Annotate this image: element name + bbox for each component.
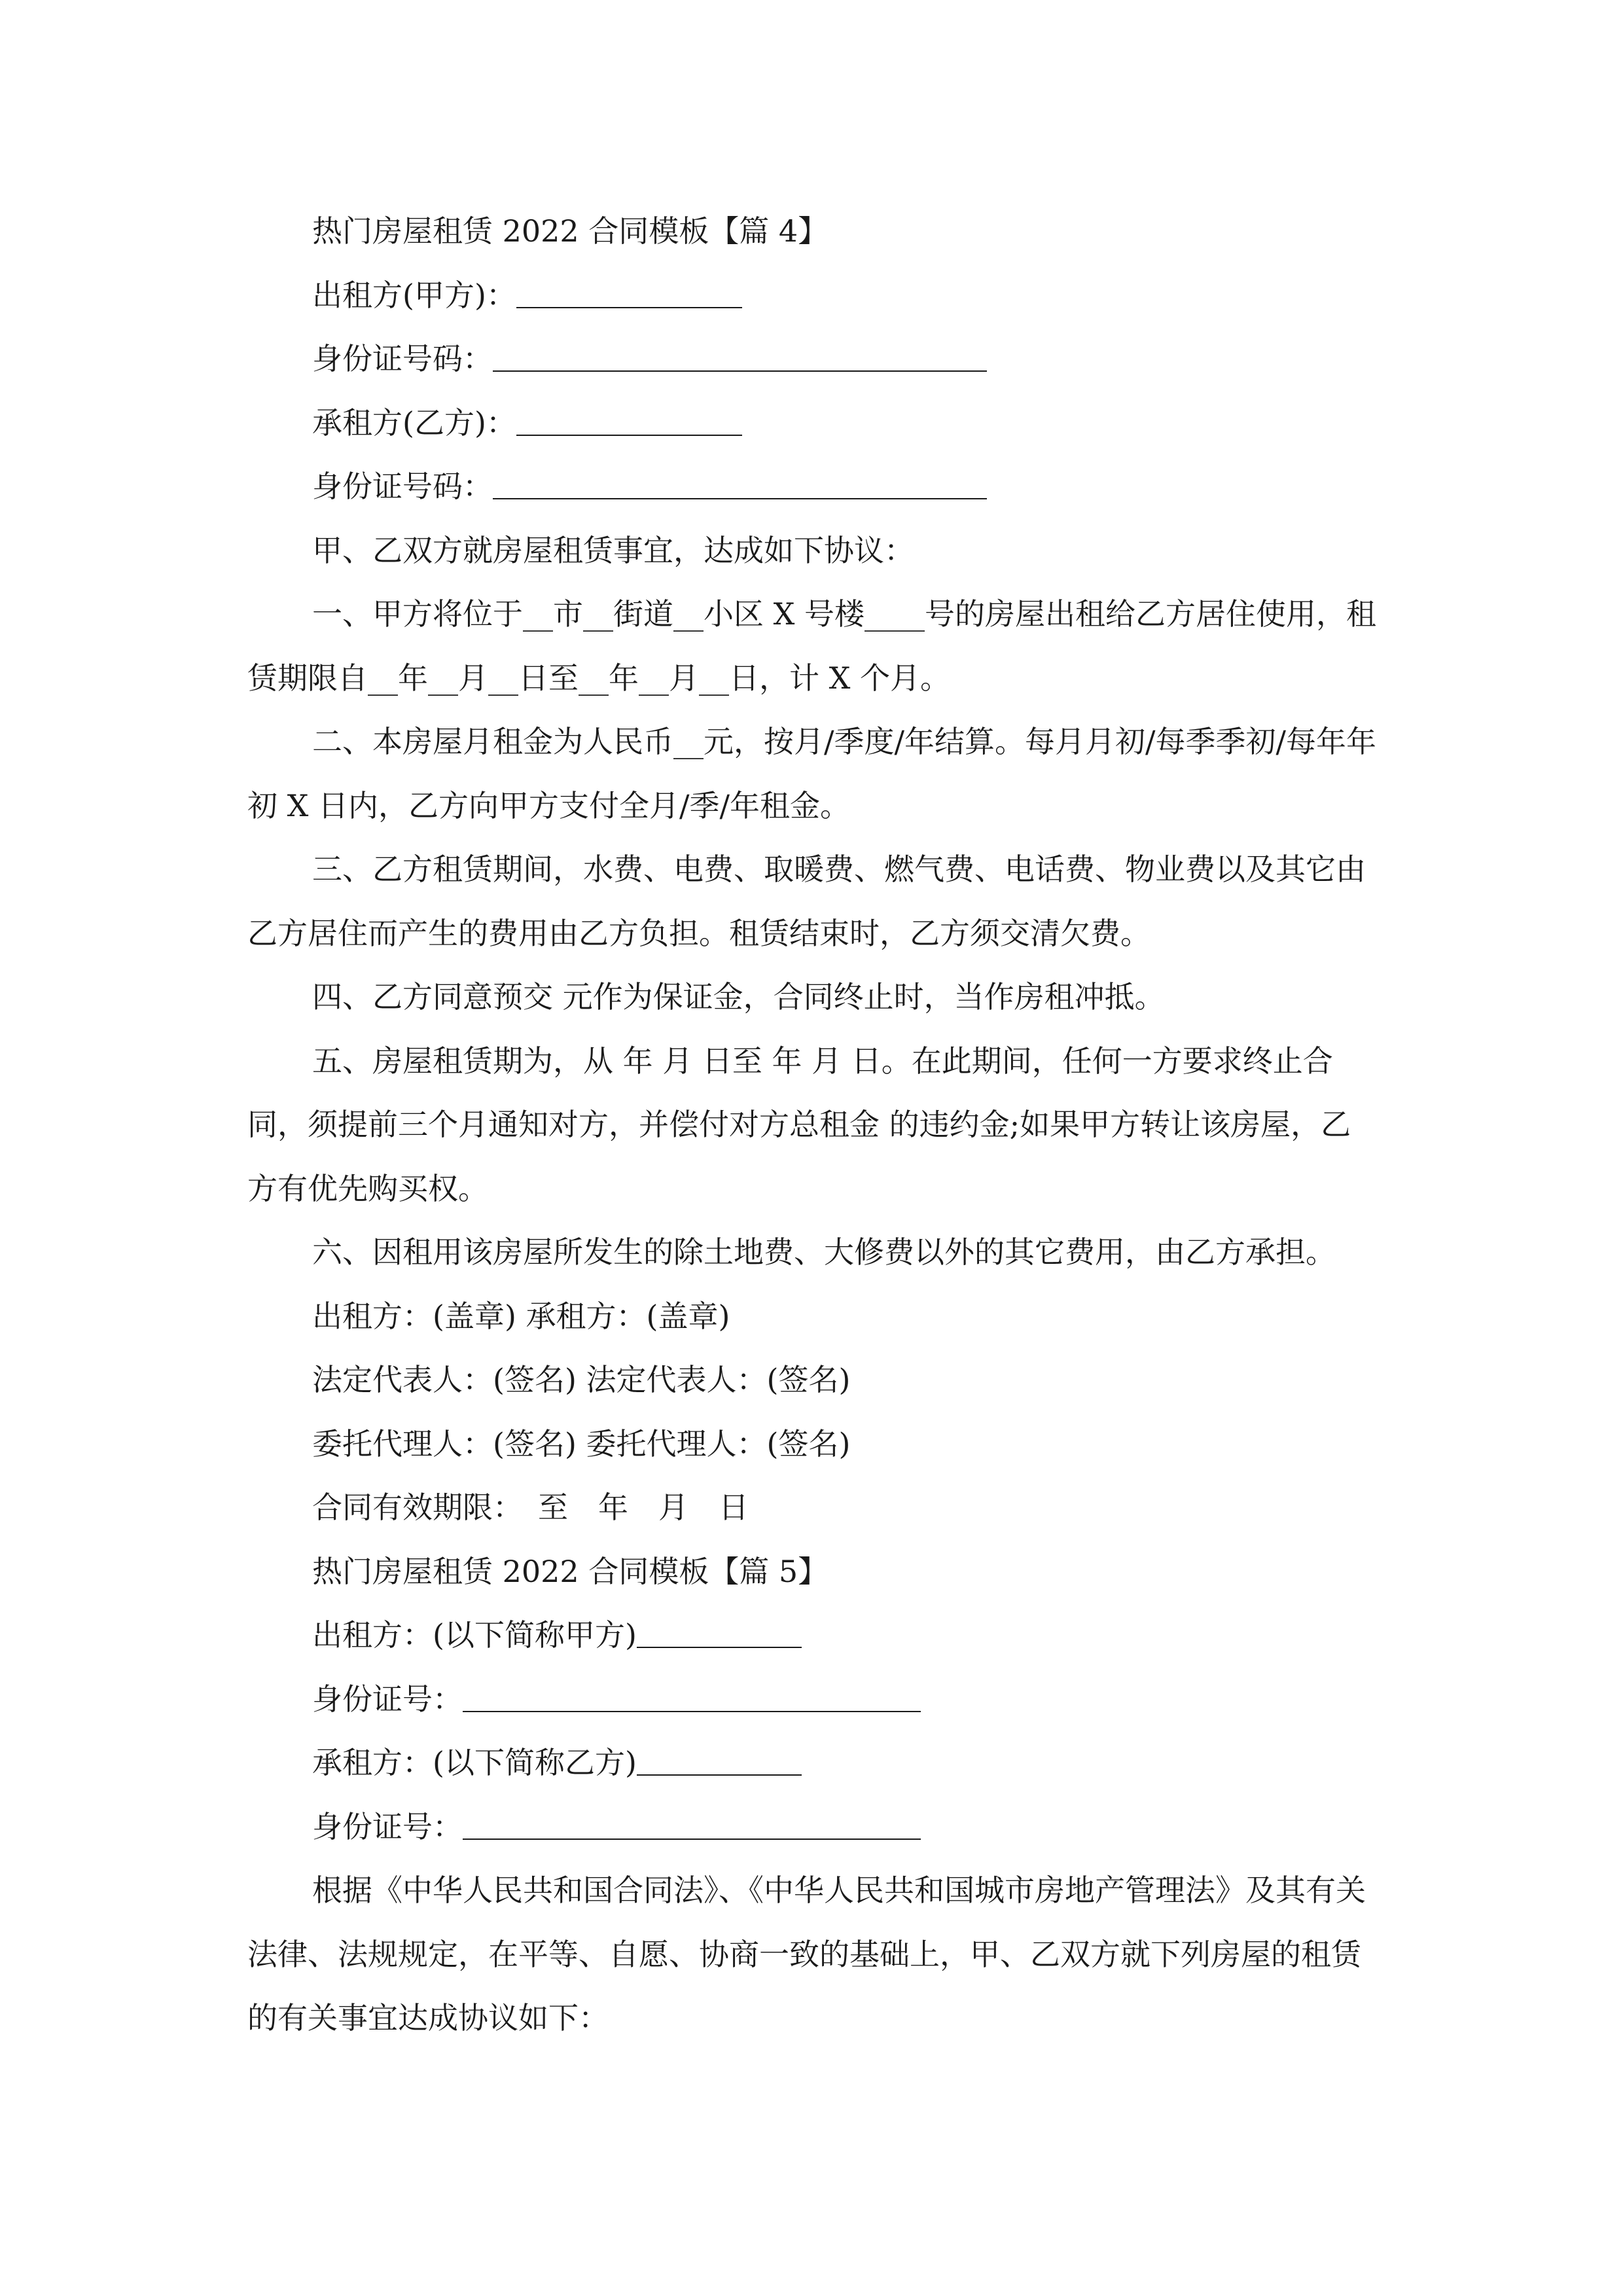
document-body [247,200,1380,2051]
heading-text: 热门房屋租赁 2022 合同模板【篇 4】 [312,213,829,249]
section-heading-5 [247,1540,1380,1604]
lessor-id-blank-5 [463,1674,921,1712]
lessor-blank [516,270,742,308]
lessor-id-label-5: 身份证号： [312,1681,463,1717]
legal-basis-paragraph: 根据《中华人民共和国合同法》、《中华人民共和国城市房地产管理法》及其有关法律、法规规定，在平等、自愿、协商一致的基础上，甲、乙双方就下列房屋的租赁的有关事宜达成协议如下： [247,1873,1366,2036]
lessee-line [247,391,1380,456]
lessee-blank [516,398,742,436]
clause-3: 三、乙方租赁期间，水费、电费、取暖费、燃气费、电话费、物业费以及其它由乙方居住而产生的费用由乙方负担。租赁结束时，乙方须交清欠费。 [247,852,1366,951]
lessee-id-blank-5 [463,1802,921,1840]
lessor-line-5 [247,1604,1380,1668]
lessee-id-label: 身份证号码： [312,469,493,504]
lessor-id-blank [493,334,987,372]
signature-legal-rep-line: 法定代表人：(签名) 法定代表人：(签名) [312,1362,851,1397]
lessee-id-blank [493,461,987,499]
heading-text: 热门房屋租赁 2022 合同模板【篇 5】 [312,1553,829,1589]
clause-5: 五、房屋租赁期为，从 年 月 日至 年 月 日。在此期间，任何一方要求终止合同，须提前三个月通知对方，并偿付对方总租金 的违约金;如果甲方转让该房屋，乙方有优先购买权。 [247,1043,1351,1206]
clause-6: 六、因租用该房屋所发生的除土地费、大修费以外的其它费用，由乙方承担。 [312,1234,1336,1270]
lessor-id-line [247,327,1380,391]
lessee-id-label-5: 身份证号： [312,1808,463,1844]
clause-4: 四、乙方同意预交 元作为保证金，合同终止时，当作房租冲抵。 [312,979,1165,1014]
lessee-label: 承租方(乙方)： [312,404,516,440]
lessee-id-line [247,455,1380,519]
lessee-id-line-5 [247,1795,1380,1859]
lessor-id-line-5 [247,1668,1380,1732]
lessee-blank-5 [637,1738,802,1776]
section-heading-4 [247,200,1380,264]
lessor-label-5: 出租方：(以下简称甲方) [312,1617,637,1653]
signature-agent-line: 委托代理人：(签名) 委托代理人：(签名) [312,1426,851,1462]
signature-seal-line: 出租方：(盖章) 承租方：(盖章) [312,1298,730,1334]
lessee-label-5: 承租方：(以下简称乙方) [312,1745,637,1780]
lessor-id-label: 身份证号码： [312,341,493,376]
lessor-label: 出租方(甲方)： [312,277,516,313]
clause-2: 二、本房屋月租金为人民币__元，按月/季度/年结算。每月月初/每季季初/每年年初 X 日内，乙方向甲方支付全月/季/年租金。 [247,724,1376,823]
validity-line: 合同有效期限： 至 年 月 日 [312,1490,749,1525]
lessee-line-5 [247,1731,1380,1795]
clause-1: 一、甲方将位于__市__街道__小区 X 号楼____号的房屋出租给乙方居住使用，租赁期限自__年__月__日至__年__月__日，计 X 个月。 [247,596,1376,696]
agreement-intro: 甲、乙双方就房屋租赁事宜，达成如下协议： [312,532,914,568]
lessor-blank-5 [637,1610,802,1648]
lessor-line [247,264,1380,328]
